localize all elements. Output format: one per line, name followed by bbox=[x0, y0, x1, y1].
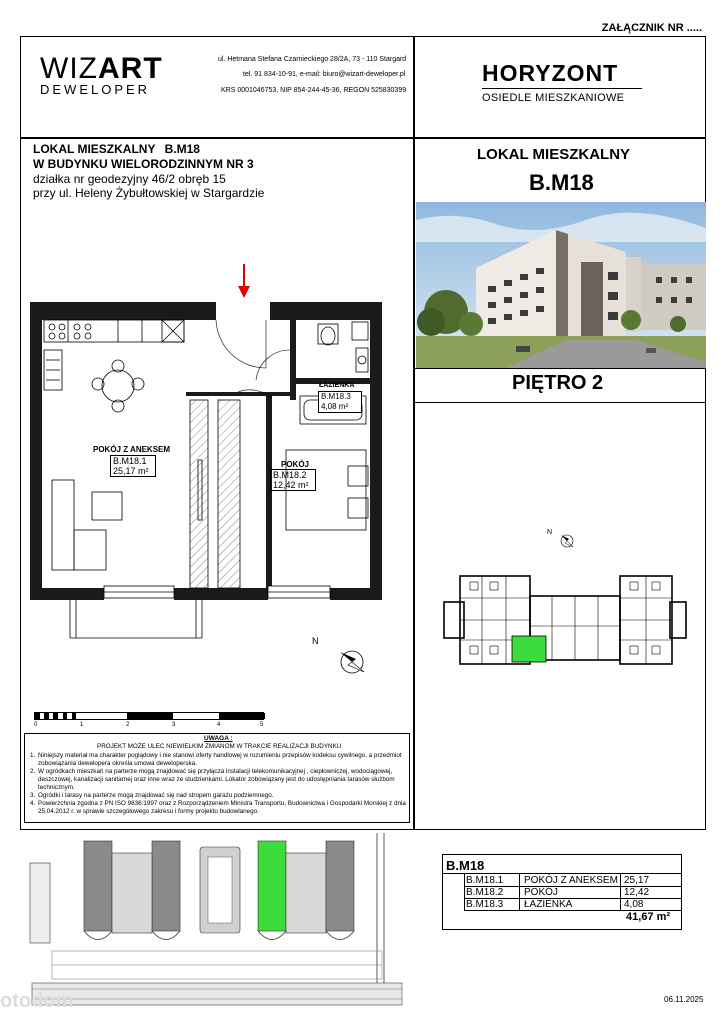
north-label-plan: N bbox=[312, 636, 319, 646]
room-id-bedroom: B.M18.2 bbox=[273, 470, 307, 480]
note-text: W ogródkach mieszkań na parterze mogą znajdować się przyłącza instalacji telekomunikacyjnej , ciepłowniczej, wodociągowej, deszczowej, kanalizacji sanitarnej oraz inne wraz ze studzienkami. Lokator zobowiązany jest do udostępniania tarasów służbom technicznym. bbox=[38, 768, 395, 791]
unit-title-code: B.M18 bbox=[164, 142, 200, 156]
highlighted-unit bbox=[512, 636, 546, 662]
room-area-bathroom: 4,08 m² bbox=[321, 402, 349, 411]
note-text: Niniejszy materiał ma charakter poglądowy i nie stanowi oferty handlowej w rozumieniu przepisów kodeksu cywilnego, a przedmiot zobowiązania dewelopera określa umowa deweloperska. bbox=[38, 752, 402, 767]
summary-col-sep bbox=[519, 874, 520, 910]
room-label-bathroom: ŁAZIENKA bbox=[319, 382, 355, 389]
summary-cell-area: 12,42 bbox=[624, 887, 650, 898]
room-area-bedroom: 12,42 m² bbox=[273, 480, 309, 490]
north-arrow-plan bbox=[312, 634, 372, 689]
unit-title-prefix: LOKAL MIESZKALNY bbox=[33, 142, 156, 156]
note-item: 3. Ogródki i tarasy na parterze mogą znajdować się nad stropem garażu podziemnego. bbox=[30, 792, 274, 799]
project-name-underline bbox=[482, 88, 642, 89]
scale-label-2: 2 bbox=[126, 722, 130, 728]
scale-label-5: 5 bbox=[260, 722, 264, 728]
note-item: 4. Powierzchnia zgodna z PN ISO 9836:1997 oraz z Rozporządzeniem Ministra Transportu, Budownictwa i Gospodarki Morskiej z dnia 25.04.2012 r. w sprawie szczegółowego zakresu i formy projektu budowlanego. bbox=[30, 800, 406, 815]
building-render-image bbox=[416, 202, 706, 368]
scale-label-4: 4 bbox=[217, 722, 221, 728]
notes-title: UWAGA : bbox=[204, 735, 233, 742]
summary-cell-name: ŁAZIENKA bbox=[524, 899, 573, 910]
notes-subtitle: PROJEKT MOŻE ULEC NIEWIELKIM ZMIANOM W TRAKCIE REALIZACJI BUDYNKU bbox=[97, 743, 342, 750]
scale-bar bbox=[34, 712, 264, 720]
floor-label: PIĘTRO 2 bbox=[512, 372, 604, 394]
room-id-bathroom: B.M18.3 bbox=[321, 392, 351, 401]
summary-cell-name: POKÓJ Z ANEKSEM bbox=[524, 875, 618, 886]
unit-plot-info: działka nr geodezyjny 46/2 obręb 15 bbox=[33, 172, 226, 186]
note-text: Ogródki i tarasy na parterze mogą znajdować się nad stropem garażu podziemnego. bbox=[38, 792, 274, 799]
summary-cell-area: 4,08 bbox=[624, 899, 644, 910]
logo-subtitle: DEWELOPER bbox=[40, 82, 151, 97]
unit-street-info: przy ul. Heleny Żybułtowskiej w Stargardzie bbox=[33, 186, 265, 200]
document-date: 06.11.2025 bbox=[664, 995, 704, 1004]
render-bottom-line bbox=[414, 368, 706, 369]
attachment-label: ZAŁĄCZNIK NR ..... bbox=[601, 22, 702, 34]
scale-label-0: 0 bbox=[34, 722, 38, 728]
building-key-plan bbox=[440, 572, 690, 668]
note-text: Powierzchnia zgodna z PN ISO 9836:1997 oraz z Rozporządzeniem Ministra Transportu, Budownictwa i Gospodarki Morskiej z dnia 25.04.2012 r. w sprawie szczegółowego zakresu i formy projektu budowlanego. bbox=[38, 800, 406, 815]
developer-registry: KRS 0001046753, NIP 854-244-45-36, REGON 525830399 bbox=[221, 87, 407, 94]
summary-cell-id: B.M18.2 bbox=[466, 887, 504, 898]
floor-plan bbox=[22, 260, 412, 640]
summary-cell-area: 25,17 bbox=[624, 875, 650, 886]
developer-address: ul. Hetmana Stefana Czarnieckiego 28/2A, 73 - 110 Stargard bbox=[218, 56, 407, 63]
summary-cell-id: B.M18.3 bbox=[466, 899, 504, 910]
unit-title-line2: W BUDYNKU WIELORODZINNYM NR 3 bbox=[33, 157, 254, 171]
logo-text-art: ART bbox=[97, 52, 163, 85]
scale-label-1: 1 bbox=[80, 722, 84, 728]
developer-logo bbox=[40, 52, 163, 97]
summary-title: B.M18 bbox=[446, 858, 485, 873]
scale-label-3: 3 bbox=[172, 722, 176, 728]
unit-code-large: B.M18 bbox=[529, 170, 594, 195]
room-label-living: POKÓJ Z ANEKSEM bbox=[93, 445, 171, 454]
room-id-living: B.M18.1 bbox=[113, 456, 147, 466]
summary-cell-name: POKÓJ bbox=[524, 887, 558, 898]
note-item: 2. W ogródkach mieszkań na parterze mogą znajdować się przyłącza instalacji telekomunikacyjnej , ciepłowniczej, wodociągowej, deszczowej, kanalizacji sanitarnej oraz inne wraz ze studzienkami. Lokator zobowiązany jest do udostępniania tarasów służbom technicznym. bbox=[30, 768, 395, 791]
note-item: 1. Niniejszy materiał ma charakter poglądowy i nie stanowi oferty handlowej w rozumieniu przepisów kodeksu cywilnego, a przedmiot zobowiązania dewelopera określa umowa deweloperska. bbox=[30, 752, 402, 767]
north-arrow-small bbox=[545, 524, 575, 559]
north-label-small: N bbox=[547, 529, 553, 536]
unit-type-label: LOKAL MIESZKALNY bbox=[477, 146, 631, 163]
site-plan bbox=[22, 833, 414, 1011]
room-label-bedroom: POKÓJ bbox=[281, 460, 310, 469]
summary-total: 41,67 m² bbox=[626, 911, 671, 923]
summary-cell-id: B.M18.1 bbox=[466, 875, 504, 886]
floor-label-line bbox=[414, 402, 706, 403]
logo-text-wiz: WIZ bbox=[40, 52, 98, 85]
summary-col-sep bbox=[620, 874, 621, 910]
notes-list bbox=[30, 752, 410, 816]
watermark: otodom bbox=[0, 990, 74, 1012]
project-subtitle: OSIEDLE MIESZKANIOWE bbox=[482, 92, 625, 104]
site-highlighted-building bbox=[258, 841, 286, 931]
room-area-living: 25,17 m² bbox=[113, 466, 149, 476]
developer-contact: tel. 91 834-10-91, e-mail: biuro@wizart-deweloper.pl bbox=[243, 71, 406, 78]
project-name: HORYZONT bbox=[482, 60, 619, 86]
header-right-frame bbox=[414, 36, 706, 138]
unit-title-line1 bbox=[33, 142, 200, 156]
